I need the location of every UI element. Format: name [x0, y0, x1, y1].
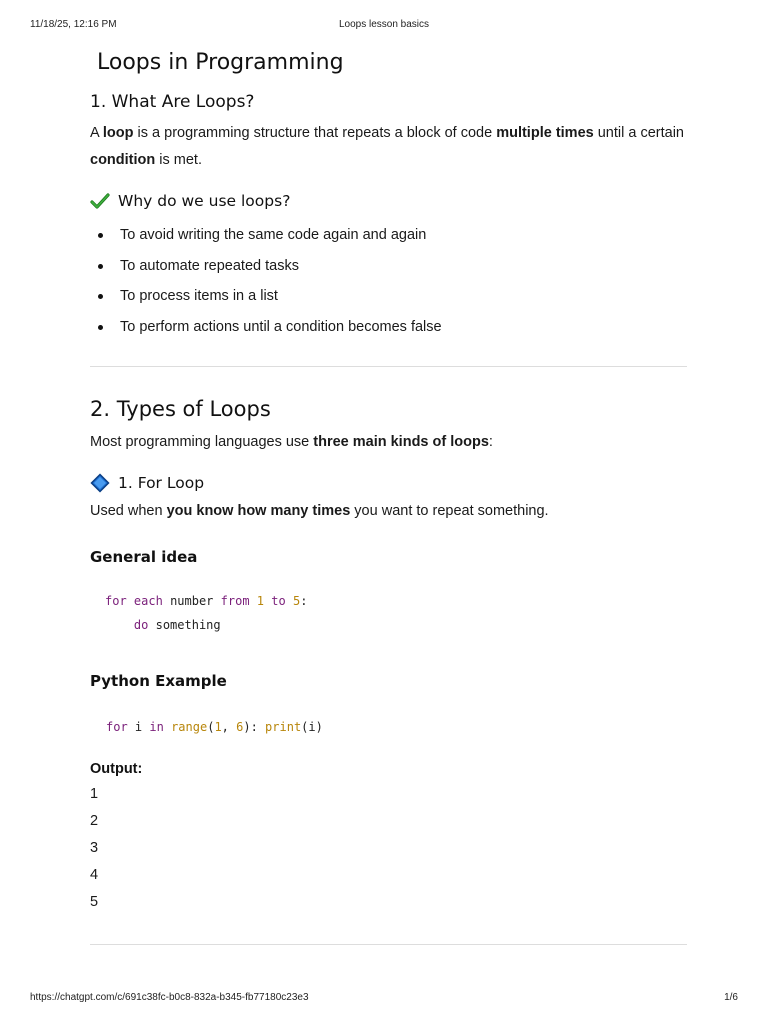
check-mark-icon: [90, 191, 110, 211]
why-loops-list: [90, 220, 687, 342]
list-item: To perform actions until a condition becomes false: [90, 312, 687, 343]
list-item: To automate repeated tasks: [90, 251, 687, 282]
why-use-loops-heading: Why do we use loops?: [90, 188, 687, 214]
general-idea-heading: General idea: [90, 548, 198, 566]
output-label: Output:: [90, 761, 143, 777]
print-header: [30, 19, 738, 33]
list-item: To avoid writing the same code again and again: [90, 220, 687, 251]
output-lines: [90, 781, 687, 916]
general-idea-code-block: for each number from 1 to 5: do something: [105, 594, 308, 632]
print-datetime: 11/18/25, 12:16 PM: [30, 19, 117, 30]
print-footer: [30, 992, 738, 1006]
python-example-heading: Python Example: [90, 672, 227, 690]
blue-diamond-icon: [90, 473, 110, 493]
output-line: 3: [90, 840, 99, 856]
print-doc-title: Loops lesson basics: [338, 19, 430, 30]
section-heading-types-of-loops: 2. Types of Loops: [90, 397, 271, 421]
page-number: 1/6: [724, 992, 738, 1003]
document-content: [90, 46, 687, 945]
section-divider: [90, 366, 687, 367]
print-url: https://chatgpt.com/c/691c38fc-b0c8-832a-b345-fb77180c23e3: [30, 992, 309, 1003]
output-line: 4: [90, 867, 99, 883]
for-loop-description: Used when you know how many times you want to repeat something.: [90, 503, 549, 519]
section-heading-what-are-loops: 1. What Are Loops?: [90, 92, 255, 112]
section-divider: [90, 944, 687, 945]
output-line: 5: [90, 894, 99, 910]
list-item: To process items in a list: [90, 281, 687, 312]
python-example-code-block: for i in range(1, 6): print(i): [106, 720, 323, 734]
for-loop-heading: 1. For Loop: [90, 470, 687, 496]
output-line: 1: [90, 786, 99, 802]
page-title: Loops in Programming: [97, 50, 344, 75]
loop-definition-paragraph: A loop is a programming structure that repeats a block of code multiple times until a certain condition is met.: [90, 125, 684, 168]
types-intro-paragraph: Most programming languages use three main kinds of loops:: [90, 434, 493, 450]
output-line: 2: [90, 813, 99, 829]
